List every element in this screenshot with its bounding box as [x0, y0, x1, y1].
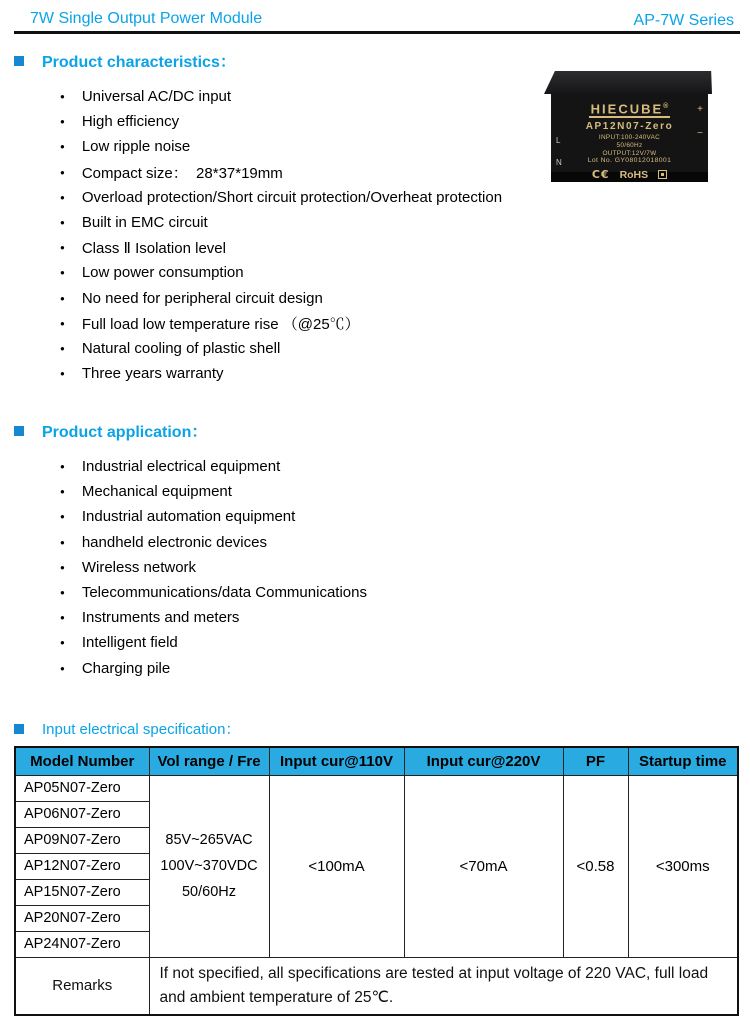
- vol-range-cell: [149, 775, 269, 957]
- list-item: ● Full load low temperature rise （@25℃）: [60, 311, 502, 336]
- square-bullet-icon: [14, 56, 24, 66]
- startup-time-cell: <300ms: [628, 775, 738, 957]
- list-item: ● No need for peripheral circuit design: [60, 286, 502, 311]
- model-cell: AP24N07-Zero: [15, 931, 149, 957]
- list-item: ● Low ripple noise: [60, 134, 502, 159]
- pin-label-n: N: [556, 158, 562, 167]
- list-item: ● Three years warranty: [60, 361, 502, 386]
- certification-row: [551, 168, 708, 181]
- square-bullet-icon: [14, 724, 24, 734]
- col-header-pf: PF: [563, 747, 628, 775]
- list-item: ● Overload protection/Short circuit protection/Overheat protection: [60, 185, 502, 210]
- table-row: [15, 775, 738, 801]
- model-cell: AP12N07-Zero: [15, 853, 149, 879]
- module-output-spec: OUTPUT:12V/7W: [602, 149, 657, 157]
- list-item: ● Wireless network: [60, 555, 367, 580]
- square-bullet-icon: [14, 426, 24, 436]
- list-item: ● Charging pile: [60, 656, 367, 681]
- col-header-startup: Startup time: [628, 747, 738, 775]
- model-cell: AP09N07-Zero: [15, 827, 149, 853]
- module-input-spec: INPUT:100-240VAC: [598, 134, 661, 142]
- product-photo: [544, 71, 712, 182]
- input-cur-220v-cell: <70mA: [404, 775, 563, 957]
- section-heading-characteristics: [14, 49, 236, 72]
- list-item: ● Class Ⅱ Isolation level: [60, 235, 502, 260]
- input-cur-110v-cell: <100mA: [269, 775, 404, 957]
- list-item: ● Natural cooling of plastic shell: [60, 336, 502, 361]
- list-item: ● Industrial automation equipment: [60, 504, 367, 529]
- header-rule: [14, 31, 740, 34]
- remarks-text: If not specified, all specifications are tested at input voltage of 220 VAC, full load and ambient temperature of 25℃.: [149, 957, 738, 1015]
- list-item: ● Instruments and meters: [60, 605, 367, 630]
- vol-range-line: 50/60Hz: [181, 884, 236, 900]
- pf-cell: <0.58: [563, 775, 628, 957]
- list-item: ● Built in EMC circuit: [60, 210, 502, 235]
- module-front-face: [551, 94, 708, 182]
- model-cell: AP15N07-Zero: [15, 879, 149, 905]
- remarks-row: [15, 957, 738, 1015]
- application-list: [60, 454, 367, 681]
- vol-range-line: 100V~370VDC: [160, 858, 258, 874]
- pin-label-plus: +: [697, 104, 703, 115]
- list-item: ● Mechanical equipment: [60, 479, 367, 504]
- col-header-vol-range: Vol range / Fre: [149, 747, 269, 775]
- ce-mark-icon: C€: [591, 168, 610, 182]
- section-heading-label: Product application：: [42, 424, 208, 441]
- model-cell: AP05N07-Zero: [15, 775, 149, 801]
- section-heading-application: [14, 419, 207, 442]
- col-header-cur-110v: Input cur@110V: [269, 747, 404, 775]
- pin-label-minus: −: [697, 128, 703, 139]
- module-lid: [544, 71, 712, 94]
- list-item: ● Telecommunications/data Communications: [60, 580, 367, 605]
- characteristics-list: [60, 84, 502, 386]
- registered-mark: ®: [663, 103, 669, 110]
- pin-label-l: L: [556, 136, 561, 145]
- list-item: ● High efficiency: [60, 109, 502, 134]
- remarks-label: Remarks: [15, 957, 149, 1015]
- vol-range-line: 85V~265VAC: [165, 832, 253, 848]
- list-item: ● handheld electronic devices: [60, 530, 367, 555]
- col-header-cur-220v: Input cur@220V: [404, 747, 563, 775]
- list-item: ● Compact size： 28*37*19mm: [60, 160, 502, 185]
- list-item: ● Industrial electrical equipment: [60, 454, 367, 479]
- brand-text: HIECUBE: [590, 101, 664, 117]
- module-brand: [589, 100, 671, 118]
- input-spec-table: [14, 746, 739, 1016]
- list-item: ● Intelligent field: [60, 630, 367, 655]
- enclosure-class-icon: [658, 170, 667, 179]
- module-frequency: 50/60Hz: [616, 141, 643, 149]
- page-title: 7W Single Output Power Module: [30, 10, 263, 27]
- module-lot-number: Lot No. GY08012018001: [587, 157, 672, 165]
- list-item: ● Low power consumption: [60, 260, 502, 285]
- series-label: AP-7W Series: [633, 12, 734, 29]
- model-cell: AP06N07-Zero: [15, 801, 149, 827]
- col-header-model: Model Number: [15, 747, 149, 775]
- section-heading-label: Product characteristics：: [42, 54, 236, 71]
- module-model: AP12N07-Zero: [585, 121, 674, 133]
- table-header-row: [15, 747, 738, 775]
- model-cell: AP20N07-Zero: [15, 905, 149, 931]
- rohs-mark: RoHS: [619, 168, 649, 181]
- section-heading-input-spec: [14, 718, 240, 739]
- list-item: ● Universal AC/DC input: [60, 84, 502, 109]
- section-heading-label: Input electrical specification：: [42, 721, 241, 738]
